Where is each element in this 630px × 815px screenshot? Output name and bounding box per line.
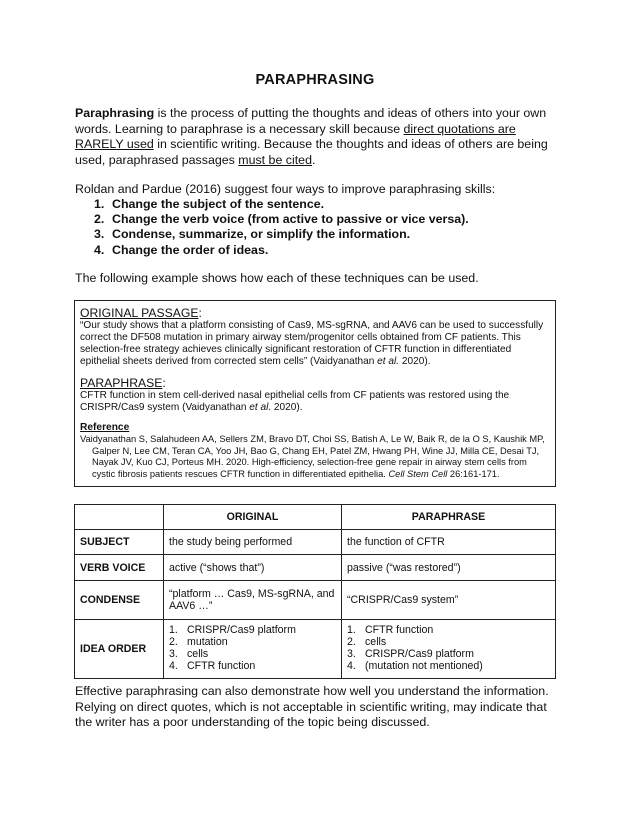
example-box	[74, 300, 556, 487]
original-passage-heading: ORIGINAL PASSAGE	[80, 306, 199, 320]
paraphrase-text-end: 2020).	[271, 401, 303, 413]
paraphrase-heading: PARAPHRASE	[80, 375, 163, 390]
step-item	[94, 212, 469, 227]
example-sentence: The following example shows how each of these techniques can be used.	[75, 271, 479, 285]
paraphrase-order-list	[347, 625, 550, 672]
list-text: cells	[187, 648, 209, 660]
list-text: mutation	[187, 636, 228, 649]
intro-text-3: .	[311, 152, 316, 167]
list-number: 4.	[347, 659, 356, 672]
original-etal: et al.	[377, 355, 400, 367]
table-header-row	[75, 505, 556, 530]
intro-underline-1: direct quotations are RARELY used	[75, 121, 516, 151]
reference-text-end: 26:161-171.	[447, 468, 500, 479]
step-item	[94, 197, 469, 212]
table-row	[75, 620, 556, 679]
list-item	[347, 661, 550, 673]
paraphrase-etal: et al.	[249, 401, 272, 413]
step-text: Change the order of ideas.	[112, 242, 269, 257]
list-number: 4.	[169, 659, 178, 672]
list-number: 1.	[169, 624, 178, 637]
reference-text-part: Vaidyanathan S, Salahudeen AA, Sellers ZM, Bravo DT, Choi SS, Batish A, Le W, Baik R, de la O S, Kaushik MP, Galper N, Lee CM, Teran CA, Yoo JH, Bao G, Chang EH, Patel ZM, Hwang PH, Wine JJ, Milla CE, Desai TJ, Nayak JV, Kuo CJ, Porteus MH. 2020. High-efficiency, selection-free gene repair in airway stem cells from cystic fibrosis patients rescues CFTR function in differentiated epithelia.	[80, 434, 545, 479]
intro-paragraph	[75, 106, 561, 168]
paraphrase-cell	[342, 620, 556, 679]
list-number: 3.	[169, 648, 178, 660]
step-number: 2.	[94, 212, 105, 227]
list-number: 1.	[347, 624, 356, 637]
original-passage-text	[80, 320, 549, 368]
reference-journal: Cell Stem Cell	[388, 468, 448, 479]
table-header-cell	[75, 505, 164, 530]
list-text: CFTR function	[187, 659, 256, 672]
original-heading-line: ORIGINAL PASSAGE:	[80, 306, 202, 320]
comparison-table	[74, 504, 556, 679]
paraphrase-cell: “CRISPR/Cas9 system”	[342, 581, 556, 620]
row-label: VERB VOICE	[75, 555, 164, 581]
list-number: 3.	[347, 648, 356, 660]
original-cell: the study being performed	[164, 530, 342, 555]
step-item	[94, 243, 469, 258]
steps-list	[94, 197, 469, 258]
step-text: Condense, summarize, or simplify the information.	[112, 227, 411, 242]
step-number: 4.	[94, 242, 105, 257]
original-text-end: 2020).	[399, 355, 431, 367]
step-number: 1.	[94, 197, 105, 211]
paraphrase-text	[80, 390, 549, 414]
table-header-cell: ORIGINAL	[164, 505, 342, 530]
paraphrase-heading-line: PARAPHRASE:	[80, 375, 166, 390]
paraphrase-text-part: CFTR function in stem cell-derived nasal epithelial cells from CF patients was restored using the CRISPR/Cas9 system (Vaidyanathan	[80, 389, 510, 413]
list-item	[169, 661, 336, 673]
reference-text	[80, 434, 549, 480]
intro-text-1: is the process of putting the thoughts and ideas of others into your own words. Learning to paraphrase is a necessary skill because	[75, 106, 547, 136]
table-header-cell: PARAPHRASE	[342, 505, 556, 530]
reference-heading: Reference	[80, 422, 130, 434]
list-text: cells	[365, 636, 387, 649]
original-text-part: “Our study shows that a platform consisting of Cas9, MS-sgRNA, and AAV6 can be used to successfully correct the DF508 mutation in primary airway stem/progenitor cells obtained from CF patients. This selection-free strategy achieves clinically significant restoration of CFTR function in differentiated epithelial sheets derived from corrected stem cells” (Vaidyanathan	[80, 320, 544, 367]
paraphrase-cell: passive (“was restored”)	[342, 555, 556, 581]
table-row	[75, 530, 556, 555]
table-row	[75, 581, 556, 620]
list-number: 2.	[169, 636, 178, 649]
original-cell	[164, 620, 342, 679]
list-text: CRISPR/Cas9 platform	[187, 624, 296, 637]
original-order-list	[169, 625, 336, 672]
original-cell: active (“shows that”)	[164, 555, 342, 581]
step-number: 3.	[94, 227, 105, 242]
paraphrase-cell: the function of CFTR	[342, 530, 556, 555]
list-number: 2.	[347, 636, 356, 649]
list-text: CRISPR/Cas9 platform	[365, 648, 474, 660]
row-label: CONDENSE	[75, 581, 164, 620]
lead-sentence: Roldan and Pardue (2016) suggest four ways to improve paraphrasing skills:	[75, 182, 496, 196]
original-cell: “platform … Cas9, MS-sgRNA, and AAV6 …”	[164, 581, 342, 620]
row-label: IDEA ORDER	[75, 620, 164, 679]
list-text: CFTR function	[365, 624, 434, 637]
table-row	[75, 555, 556, 581]
page-title: PARAPHRASING	[255, 72, 375, 88]
intro-underline-2: must be cited	[238, 152, 312, 167]
step-text: Change the verb voice (from active to passive or vice versa).	[112, 212, 469, 227]
step-text: Change the subject of the sentence.	[112, 197, 325, 211]
closing-paragraph: Effective paraphrasing can also demonstrate how well you understand the information. Relying on direct quotes, which is not acceptable in scientific writing, may indicate that the writer has a poor understanding of the topic being discussed.	[75, 684, 549, 729]
intro-term: Paraphrasing	[75, 106, 155, 120]
intro-text-2: in scientific writing. Because the thoughts and ideas of others are being used, paraphrased passages	[75, 137, 548, 167]
step-item	[94, 227, 469, 242]
list-text: (mutation not mentioned)	[365, 659, 483, 672]
row-label: SUBJECT	[75, 530, 164, 555]
